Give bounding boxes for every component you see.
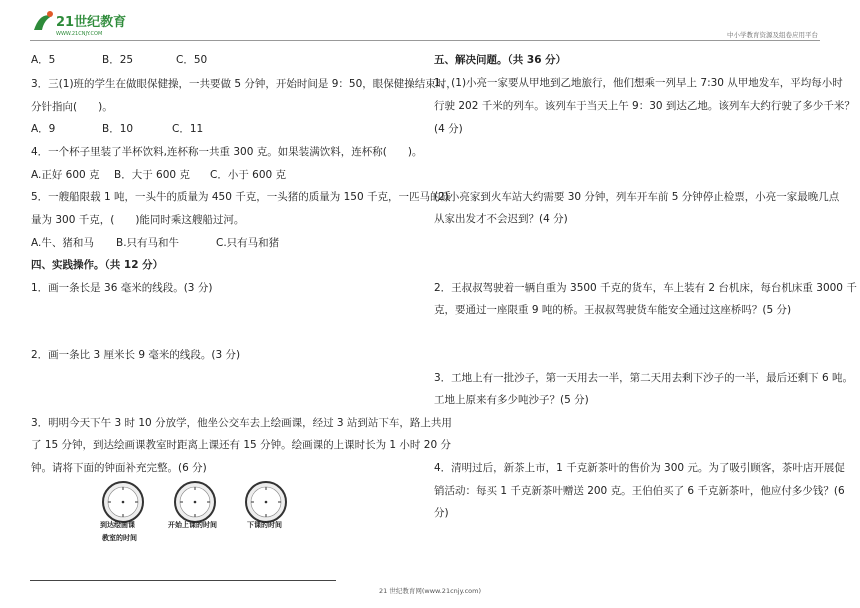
practice-q2: 2．画一条比 3 厘米长 9 毫米的线段。(3 分): [31, 349, 241, 361]
q5-text-line2: 量为 300 千克，( )能同时乘这艘船过河。: [31, 214, 245, 226]
q4-text: 4．一个杯子里装了半杯饮料,连杯称一共重 300 克。如果装满饮料，连杯称( )。: [31, 146, 423, 158]
practice-q3-line2: 了 15 分钟，到达绘画课教室时距离上课还有 15 分钟。绘画课的上课时长为 1 小时 20 分: [31, 439, 451, 451]
solve-q2-line2: 克，要通过一座限重 9 吨的桥。王叔叔驾驶货车能安全通过这座桥吗？(5 分): [434, 304, 792, 316]
q4-option-b: B．大于 600 克: [114, 169, 190, 181]
q2-option-b: B．25: [102, 54, 134, 66]
solve-q1b-line1: (2)小亮家到火车站大约需要 30 分钟，列车开车前 5 分钟停止检票，小亮一家最晚几点: [434, 191, 840, 203]
q5-text-line1: 5．一艘船限载 1 吨，一头牛的质量为 450 千克，一头猪的质量为 150 千克，一匹马的质: [31, 191, 451, 203]
q4-option-c: C．小于 600 克: [210, 169, 287, 181]
q5-option-c: C.只有马和猪: [216, 237, 280, 249]
clock-label-end: 下课的时间: [247, 521, 282, 529]
solve-q4-line3: 分): [434, 507, 449, 519]
clock-label-arrival-line2: 教室的时间: [102, 534, 137, 542]
practice-q1: 1．画一条长是 36 毫米的线段。(3 分): [31, 282, 213, 294]
solve-q1-line2: 行驶 202 千米的列车。该列车于当天上午 9：30 到达乙地。该列车大约行驶了多少千米？: [434, 100, 855, 112]
q5-option-a: A.牛、猪和马: [31, 237, 94, 249]
svg-text:WWW.21CNJY.COM: WWW.21CNJY.COM: [56, 31, 103, 37]
logo: [30, 8, 150, 38]
section5-title: 五、解决问题。（共 36 分）: [434, 54, 567, 66]
q2-option-c: C．50: [176, 54, 208, 66]
q3-text-line2: 分针指向( )。: [31, 101, 113, 113]
practice-q3-line3: 钟。请将下面的钟面补充完整。(6 分): [31, 462, 207, 474]
q3-text-line1: 3．三(1)班的学生在做眼保健操，一共要做 5 分钟，开始时间是 9：50，眼保健操结束时，: [31, 78, 457, 90]
solve-q4-line1: 4．清明过后，新茶上市，1 千克新茶叶的售价为 300 元。为了吸引顾客，茶叶店开展促: [434, 462, 845, 474]
q3-option-a: A．9: [31, 123, 56, 135]
practice-q3-line1: 3．明明今天下午 3 时 10 分放学，他坐公交车去上绘画课，经过 3 站到站下车，路上共用: [31, 417, 452, 429]
q5-option-b: B.只有马和牛: [116, 237, 180, 249]
q3-option-c: C．11: [172, 123, 204, 135]
clock-class-start[interactable]: [173, 480, 217, 524]
clock-class-end[interactable]: [244, 480, 288, 524]
q4-option-a: A.正好 600 克: [31, 169, 100, 181]
solve-q1b-line2: 从家出发才不会迟到？(4 分): [434, 213, 568, 225]
clock-label-start: 开始上课的时间: [168, 521, 217, 529]
solve-q1-line3: (4 分): [434, 123, 463, 135]
q3-option-b: B．10: [102, 123, 134, 135]
clock-label-arrival: 到达绘画课: [100, 521, 135, 529]
clock-arrival[interactable]: [101, 480, 145, 524]
header-divider: [30, 40, 820, 41]
header-platform-text: 中小学教育资源及组卷应用平台: [727, 31, 818, 39]
footer-divider: [30, 580, 336, 581]
solve-q4-line2: 销活动：每买 1 千克新茶叶赠送 200 克。王伯伯买了 6 千克新茶叶，他应付多少钱？(6: [434, 485, 845, 497]
solve-q2-line1: 2．王叔叔驾驶着一辆自重为 3500 千克的货车，车上装有 2 台机床，每台机床重 3000 千: [434, 282, 857, 294]
solve-q3-line1: 3．工地上有一批沙子，第一天用去一半，第二天用去剩下沙子的一半，最后还剩下 6 吨。: [434, 372, 854, 384]
footer-text: 21 世纪教育网(www.21cnjy.com): [379, 587, 481, 595]
svg-text:21世纪教育: 21世纪教育: [56, 15, 127, 30]
q2-option-a: A．5: [31, 54, 56, 66]
solve-q1-line1: 1．(1)小亮一家要从甲地到乙地旅行，他们想乘一列早上 7:30 从甲地发车，平均每小时: [434, 77, 843, 89]
section4-title: 四、实践操作。（共 12 分）: [31, 259, 164, 271]
solve-q3-line2: 工地上原来有多少吨沙子？(5 分): [434, 394, 589, 406]
